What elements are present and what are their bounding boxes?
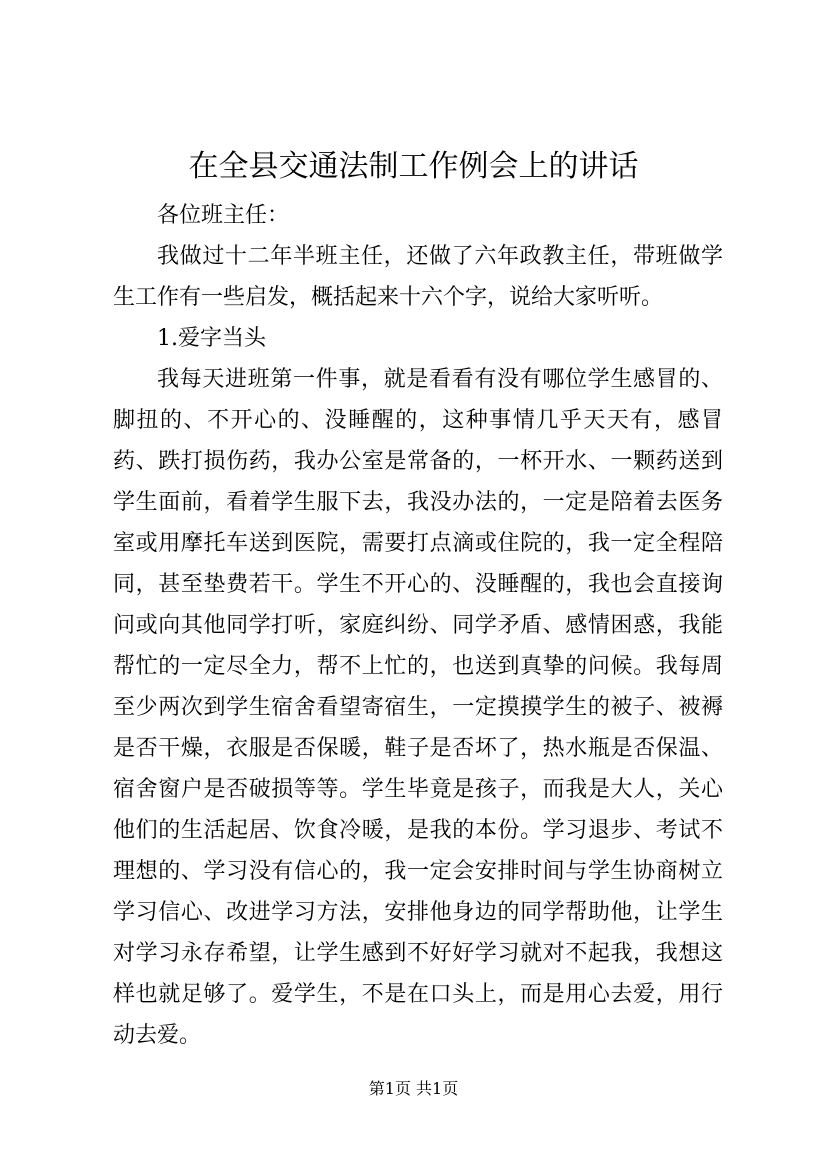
salutation: 各位班主任： [157, 203, 290, 228]
section-heading: 1.爱字当头 [157, 326, 266, 351]
intro-paragraph: 我做过十二年半班主任，还做了六年政教主任，带班做学生工作有一些启发，概括起来十六个字，说给大家听听。 [113, 244, 723, 310]
document-title: 在全县交通法制工作例会上的讲话 [188, 149, 639, 184]
document-body [113, 195, 723, 1056]
page-footer: 第1页 共1页 [368, 1079, 459, 1098]
section-paragraph: 我每天进班第一件事，就是看看有没有哪位学生感冒的、脚扭的、不开心的、没睡醒的，这种事情几乎天天有，感冒药、跌打损伤药，我办公室是常备的，一杯开水、一颗药送到学生面前，看着学生服下去，我没办法的，一定是陪着去医务室或用摩托车送到医院，需要打点滴或住院的，我一定全程陪同，甚至垫费若干。学生不开心的、没睡醒的，我也会直接询问或向其他同学打听，家庭纠纷、同学矛盾、感情困惑，我能帮忙的一定尽全力，帮不上忙的，也送到真挚的问候。我每周至少两次到学生宿舍看望寄宿生，一定摸摸学生的被子、被褥是否干燥，衣服是否保暖，鞋子是否坏了，热水瓶是否保温、宿舍窗户是否破损等等。学生毕竟是孩子，而我是大人，关心他们的生活起居、饮食冷暖，是我的本份。学习退步、考试不理想的、学习没有信心的，我一定会安排时间与学生协商树立学习信心、改进学习方法，安排他身边的同学帮助他，让学生对学习永存希望，让学生感到不好好学习就对不起我，我想这样也就足够了。爱学生，不是在口头上，而是用心去爱，用行动去爱。 [113, 367, 723, 1048]
